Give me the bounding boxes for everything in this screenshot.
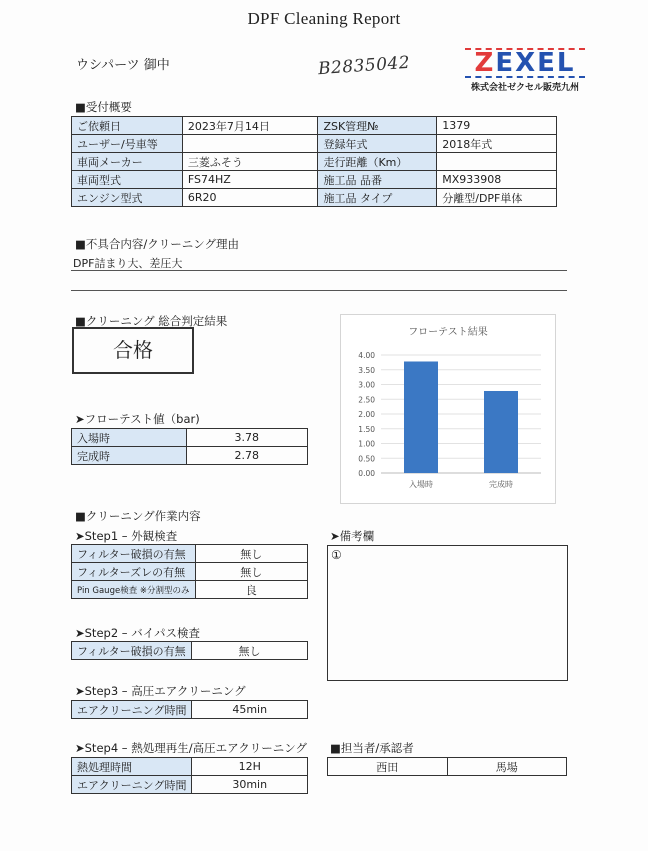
table-row <box>72 701 308 719</box>
table-row <box>72 581 308 599</box>
report-title: DPF Cleaning Report <box>247 9 401 28</box>
flow-test-table <box>71 428 308 465</box>
label-cell: 登録年式 <box>318 135 437 153</box>
label-cell: 施工品 品番 <box>318 171 437 189</box>
label-cell: 入場時 <box>72 429 187 447</box>
value-cell: 2023年7月14日 <box>182 117 318 135</box>
table-row <box>72 545 308 563</box>
step2-title: ➤Step2 – バイパス検査 <box>75 626 200 640</box>
flow-test-chart <box>340 314 556 504</box>
value-cell: 良 <box>195 581 307 599</box>
label-cell: ZSK管理№ <box>318 117 437 135</box>
y-tick-label: 0.50 <box>358 454 375 464</box>
label-cell: フィルターズレの有無 <box>72 563 196 581</box>
table-row <box>72 135 557 153</box>
value-cell: 無し <box>195 563 307 581</box>
table-row <box>72 153 557 171</box>
step3-title: ➤Step3 – 高圧エアクリーニング <box>75 684 246 698</box>
label-cell: エアクリーニング時間 <box>72 776 192 794</box>
person-cell: 西田 <box>328 758 448 776</box>
defect-heading: ■不具合内容/クリーニング理由 <box>75 237 240 251</box>
label-cell: フィルター破損の有無 <box>72 642 192 660</box>
label-cell: Pin Gauge検査 ※分割型のみ <box>72 581 196 599</box>
step1-title: ➤Step1 – 外観検査 <box>75 529 178 543</box>
work-heading: ■クリーニング作業内容 <box>75 509 201 523</box>
value-cell: 30min <box>192 776 308 794</box>
zexel-logo-mark: ZEXEL <box>465 48 585 78</box>
value-cell: 分離型/DPF単体 <box>437 189 557 207</box>
value-cell: 6R20 <box>182 189 318 207</box>
table-row <box>328 758 567 776</box>
value-cell: 45min <box>192 701 308 719</box>
value-cell: 1379 <box>437 117 557 135</box>
y-tick-label: 0.00 <box>358 469 375 478</box>
value-cell: 2018年式 <box>437 135 557 153</box>
bar-2 <box>484 391 518 473</box>
table-row <box>72 447 308 465</box>
logo-z: Z <box>474 48 496 78</box>
company-logo <box>465 48 585 93</box>
y-tick-label: 1.00 <box>358 439 375 449</box>
label-cell: 走行距離（Km） <box>318 153 437 171</box>
value-cell <box>437 153 557 171</box>
y-tick-label: 2.00 <box>358 410 375 419</box>
value-cell: 3.78 <box>186 429 307 447</box>
label-cell: 施工品 タイプ <box>318 189 437 207</box>
y-tick-label: 3.00 <box>358 380 375 390</box>
step3-table <box>71 700 308 719</box>
label-cell: 車両型式 <box>72 171 183 189</box>
reception-heading: ■受付概要 <box>75 100 132 114</box>
step1-table <box>71 544 308 599</box>
overall-heading: ■クリーニング 総合判定結果 <box>75 314 228 328</box>
chart-svg <box>341 315 555 503</box>
table-row <box>72 563 308 581</box>
value-cell: 無し <box>191 642 307 660</box>
label-cell: ユーザー/号車等 <box>72 135 183 153</box>
table-row <box>72 758 308 776</box>
value-cell: 三菱ふそう <box>182 153 318 171</box>
recipient: ウシパーツ 御中 <box>76 58 170 73</box>
label-cell: 熱処理時間 <box>72 758 192 776</box>
bar-1 <box>404 361 438 473</box>
y-tick-label: 1.50 <box>358 424 375 434</box>
remarks-box <box>327 545 568 681</box>
defect-underline-2 <box>71 290 567 291</box>
value-cell: 無し <box>195 545 307 563</box>
y-tick-label: 3.50 <box>358 365 375 375</box>
label-cell: フィルター破損の有無 <box>72 545 196 563</box>
staff-heading: ■担当者/承認者 <box>330 741 414 755</box>
value-cell: MX933908 <box>437 171 557 189</box>
table-row <box>72 189 557 207</box>
table-row <box>72 117 557 135</box>
handwritten-note: B2835042 <box>317 52 411 80</box>
staff-table <box>327 757 567 776</box>
table-row <box>72 171 557 189</box>
step4-table <box>71 757 308 794</box>
label-cell: エンジン型式 <box>72 189 183 207</box>
value-cell: 2.78 <box>186 447 307 465</box>
label-cell: エアクリーニング時間 <box>72 701 192 719</box>
chart-title: フローテスト結果 <box>408 327 488 338</box>
y-tick-label: 4.00 <box>358 351 375 360</box>
label-cell: 完成時 <box>72 447 187 465</box>
value-cell <box>182 135 318 153</box>
table-row <box>72 642 308 660</box>
defect-text: DPF詰まり大、差圧大 <box>73 257 183 270</box>
company-name: 株式会社ゼクセル販売九州 <box>470 83 579 93</box>
x-tick-label: 入場時 <box>409 480 433 489</box>
label-cell: ご依頼日 <box>72 117 183 135</box>
label-cell: 車両メーカー <box>72 153 183 171</box>
table-row <box>72 776 308 794</box>
y-tick-label: 2.50 <box>358 395 375 405</box>
step2-table <box>71 641 308 660</box>
step4-title: ➤Step4 – 熱処理再生/高圧エアクリーニング <box>75 741 307 755</box>
flow-test-heading: ➤フローテスト値（bar) <box>75 412 200 426</box>
x-tick-label: 完成時 <box>489 480 513 489</box>
value-cell: FS74HZ <box>182 171 318 189</box>
overall-result-box: 合格 <box>72 327 194 374</box>
table-row <box>72 429 308 447</box>
approver-cell: 馬場 <box>447 758 567 776</box>
defect-underline-1 <box>71 270 567 271</box>
reception-table <box>71 116 557 207</box>
value-cell: 12H <box>192 758 308 776</box>
remarks-heading: ➤備考欄 <box>330 529 375 543</box>
remarks-content: ① <box>331 548 342 562</box>
